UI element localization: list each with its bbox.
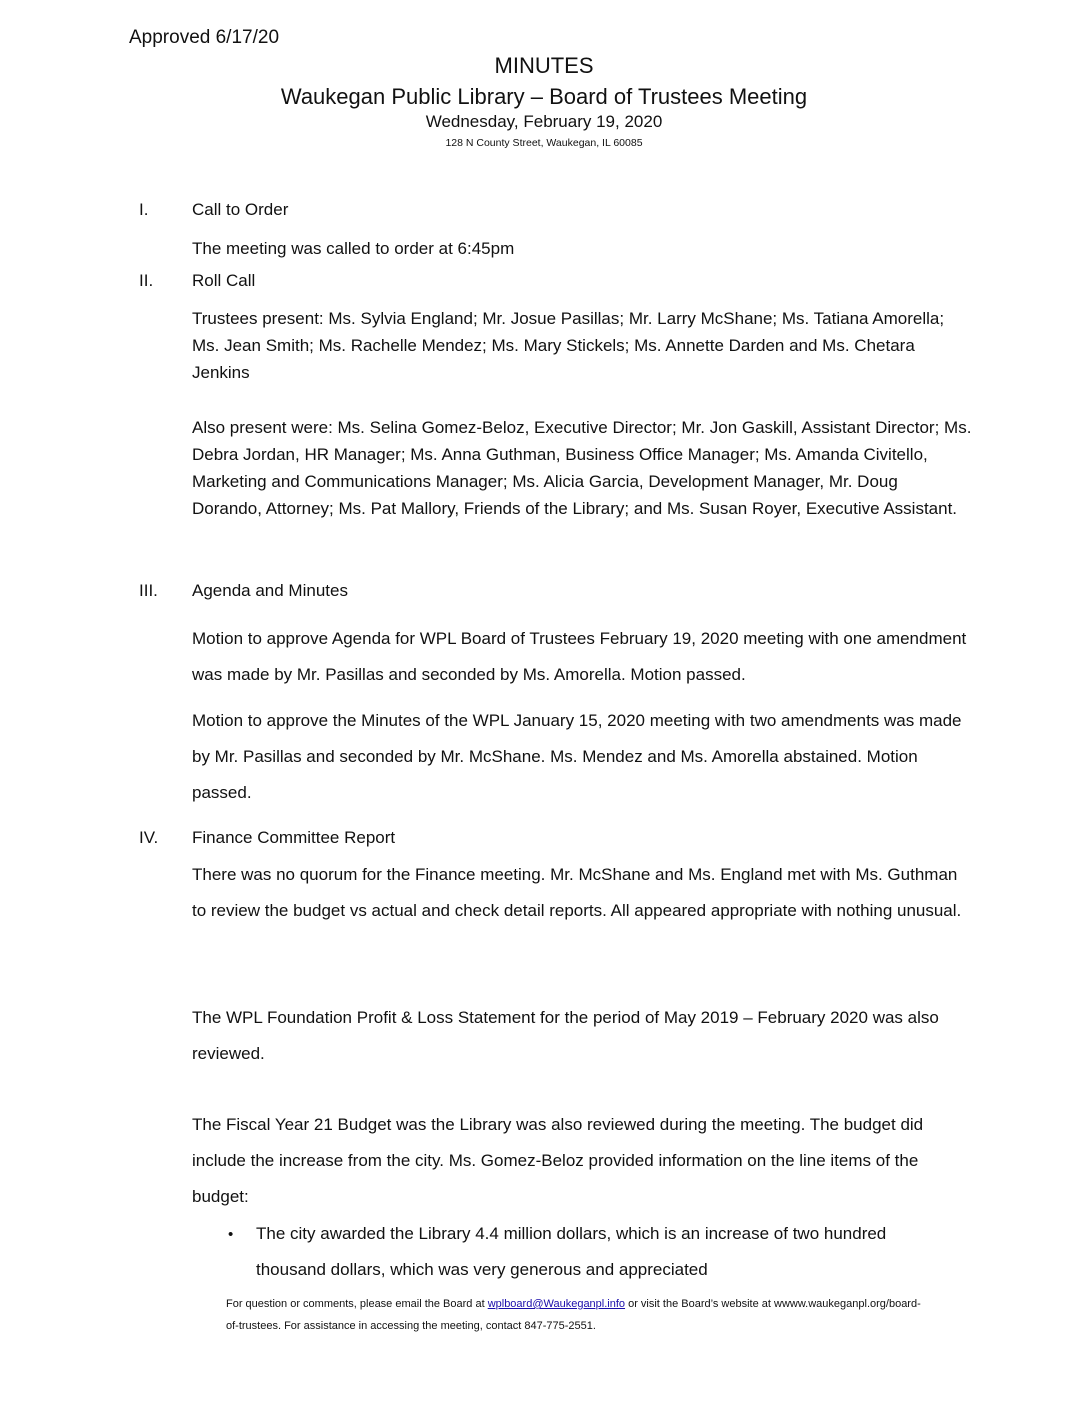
board-email-link[interactable]: wplboard@Waukeganpl.info xyxy=(487,1298,626,1310)
fy21-budget-text: The Fiscal Year 21 Budget was the Library was also reviewed during the meeting. The budget did include the increase from the city. Ms. Gomez-Beloz provided information on the line items of the budget: xyxy=(192,1115,924,1206)
document-title: MINUTES xyxy=(494,53,594,78)
approval-stamp: Approved 6/17/20 xyxy=(129,27,280,48)
finance-quorum-text: There was no quorum for the Finance meeting. Mr. McShane and Ms. England met with Ms. Guthman to review the budget vs actual and check detail reports. All appeared appropriate with nothing unusual. xyxy=(192,865,962,920)
section-heading-finance-committee-report: Finance Committee Report xyxy=(192,828,396,847)
footer-text-before: For question or comments, please email the Board at xyxy=(226,1298,488,1310)
page-footer xyxy=(226,1293,926,1337)
meeting-date: Wednesday, February 19, 2020 xyxy=(425,112,663,131)
section-number-2: II. xyxy=(139,271,154,290)
trustees-present-text: Trustees present: Ms. Sylvia England; Mr. Josue Pasillas; Mr. Larry McShane; Ms. Tatiana Amorella; Ms. Jean Smith; Ms. Rachelle Mendez; Ms. Mary Stickels; Ms. Annette Darden and Ms. Chetara Jenkins xyxy=(192,309,945,382)
budget-bullet-city-award: The city awarded the Library 4.4 million dollars, which is an increase of two hundred thousand dollars, which was very generous and appreciated xyxy=(256,1224,887,1279)
footer-text-after: or visit the Board’s website at wwww.waukeganpl.org/board-of-trustees. For assistance in accessing the meeting, contact 847-775-2551. xyxy=(226,1298,921,1332)
meeting-address: 128 N County Street, Waukegan, IL 60085 xyxy=(445,137,643,149)
document-subtitle: Waukegan Public Library – Board of Trustees Meeting xyxy=(280,84,808,109)
agenda-motion-text: Motion to approve Agenda for WPL Board of Trustees February 19, 2020 meeting with one amendment was made by Mr. Pasillas and seconded by Ms. Amorella. Motion passed. xyxy=(192,629,967,684)
also-present-text: Also present were: Ms. Selina Gomez-Beloz, Executive Director; Mr. Jon Gaskill, Assistant Director; Ms. Debra Jordan, HR Manager; Ms. Anna Guthman, Business Office Manager; Ms. Amanda Civitello, Marketing and Communications Manager; Ms. Alicia Garcia, Development Manager, Mr. Doug Dorando, Attorney; Ms. Pat Mallory, Friends of the Library; and Ms. Susan Royer, Executive Assistant. xyxy=(192,418,972,518)
section-heading-agenda-and-minutes: Agenda and Minutes xyxy=(192,581,348,600)
section-number-3: III. xyxy=(139,581,158,600)
minutes-motion-text: Motion to approve the Minutes of the WPL January 15, 2020 meeting with two amendments was made by Mr. Pasillas and seconded by Mr. McShane. Ms. Mendez and Ms. Amorella abstained. Motion passed. xyxy=(192,711,962,802)
foundation-statement-text: The WPL Foundation Profit & Loss Statement for the period of May 2019 – February 2020 was also reviewed. xyxy=(192,1008,939,1063)
section-number-1: I. xyxy=(139,200,149,219)
section-number-4: IV. xyxy=(139,828,159,847)
call-to-order-text: The meeting was called to order at 6:45pm xyxy=(192,239,515,258)
section-heading-roll-call: Roll Call xyxy=(192,271,256,290)
section-heading-call-to-order: Call to Order xyxy=(192,200,289,219)
bullet-marker: • xyxy=(228,1226,234,1243)
